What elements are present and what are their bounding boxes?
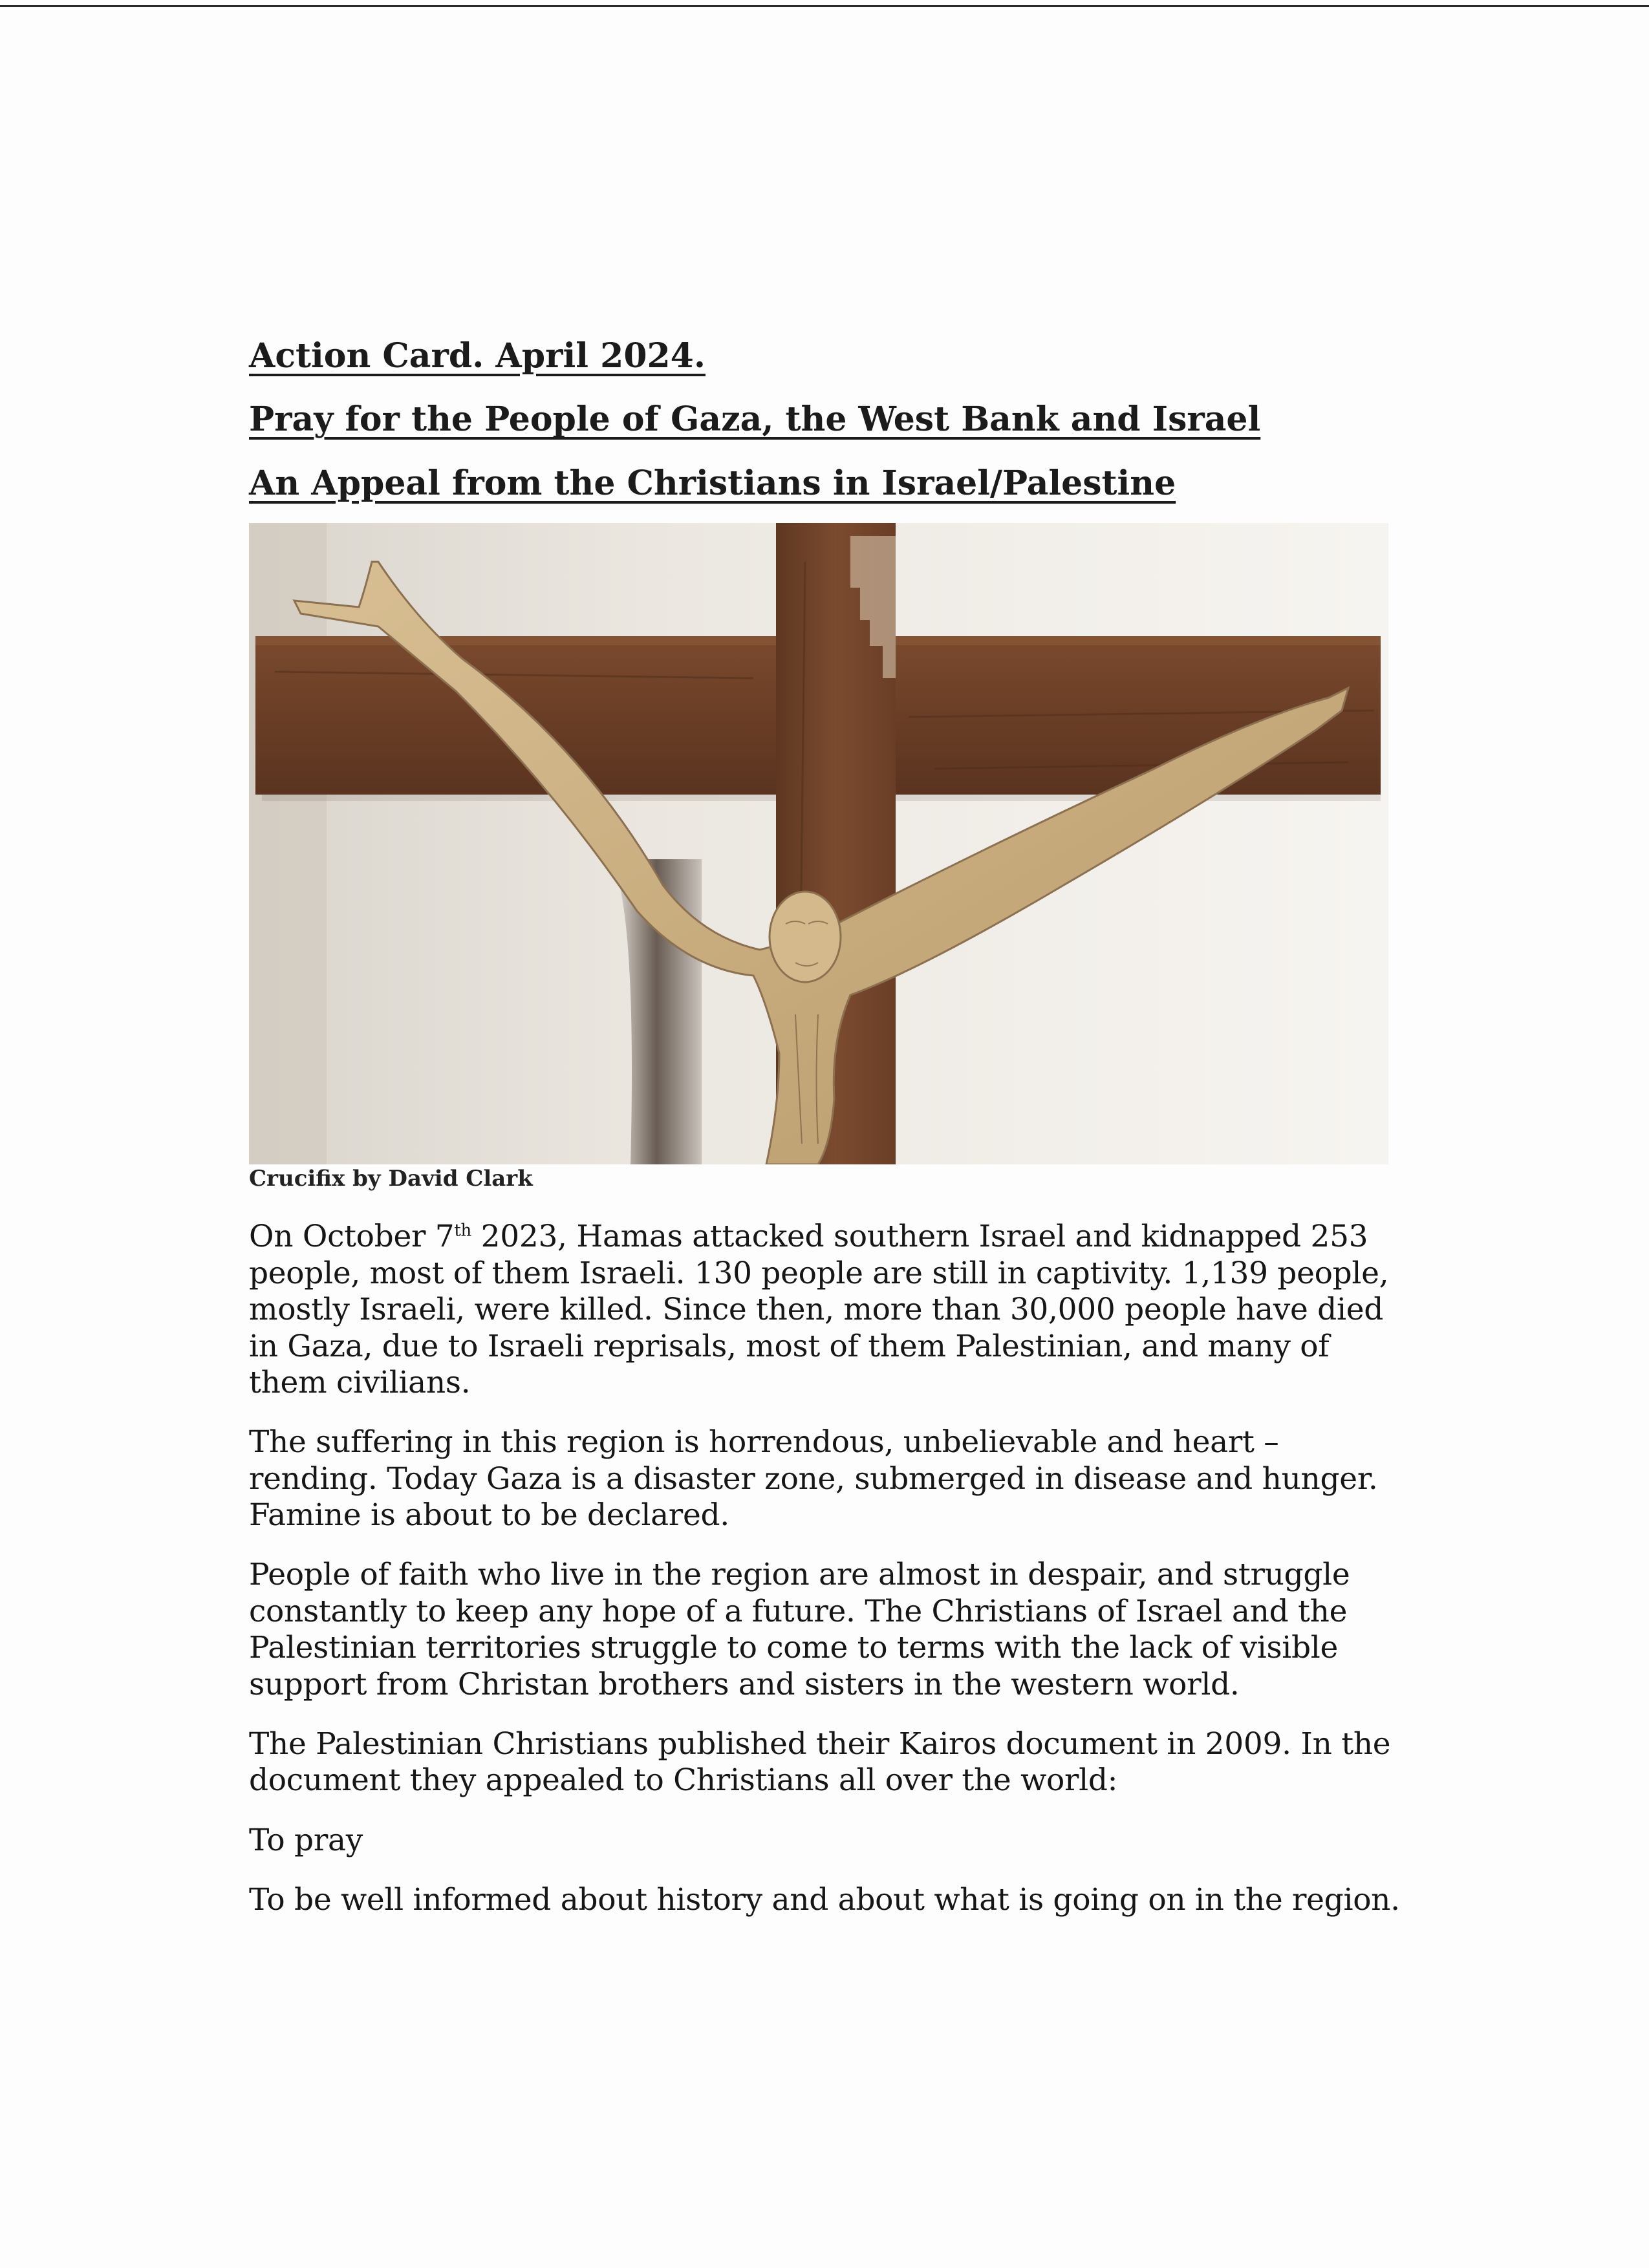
crucifix-image [249,523,1388,1164]
paragraph-kairos: The Palestinian Christians published their Kairos document in 2009. In the document they appealed to Christians all over the world: [249,1726,1391,1799]
ordinal-superscript: th [454,1221,471,1241]
paragraph-attack [249,1219,1400,1401]
action-card-page [249,336,1400,1942]
paragraph-attack-rest: 2023, Hamas attacked southern Israel and kidnapped 253 people, most of them Israeli. 130 people are still in captivity. 1,139 people, mostly Israeli, were killed. Since then, more than 30,000 people have died in Gaza, due to Israeli reprisals, most of them Palestinian, and many of them civilians. [249,1219,1389,1400]
appeal-be-informed: To be well informed about history and about what is going on in the region. [249,1882,1400,1918]
photo-caption: Crucifix by David Clark [249,1166,533,1192]
scan-edge-line [0,5,1649,7]
paragraph-attack-start: On October 7 [249,1219,455,1255]
appeal-to-pray: To pray [249,1822,363,1858]
subtitle-appeal: An Appeal from the Christians in Israel/Palestine [249,463,1176,503]
crucifix-photo [249,523,1388,1164]
title-action-card: Action Card. April 2024. [249,336,706,376]
paragraph-people-of-faith: People of faith who live in the region are almost in despair, and struggle constantly to keep any hope of a future. The Christians of Israel and the Palestinian territories struggle to come to terms with the lack of visible support from Christan brothers and sisters in the western world. [249,1557,1350,1702]
subtitle-pray: Pray for the People of Gaza, the West Bank and Israel [249,400,1261,440]
paragraph-suffering: The suffering in this region is horrendous, unbelievable and heart – rending. Today Gaza is a disaster zone, submerged in disease and hunger. Famine is about to be declared. [249,1424,1378,1534]
